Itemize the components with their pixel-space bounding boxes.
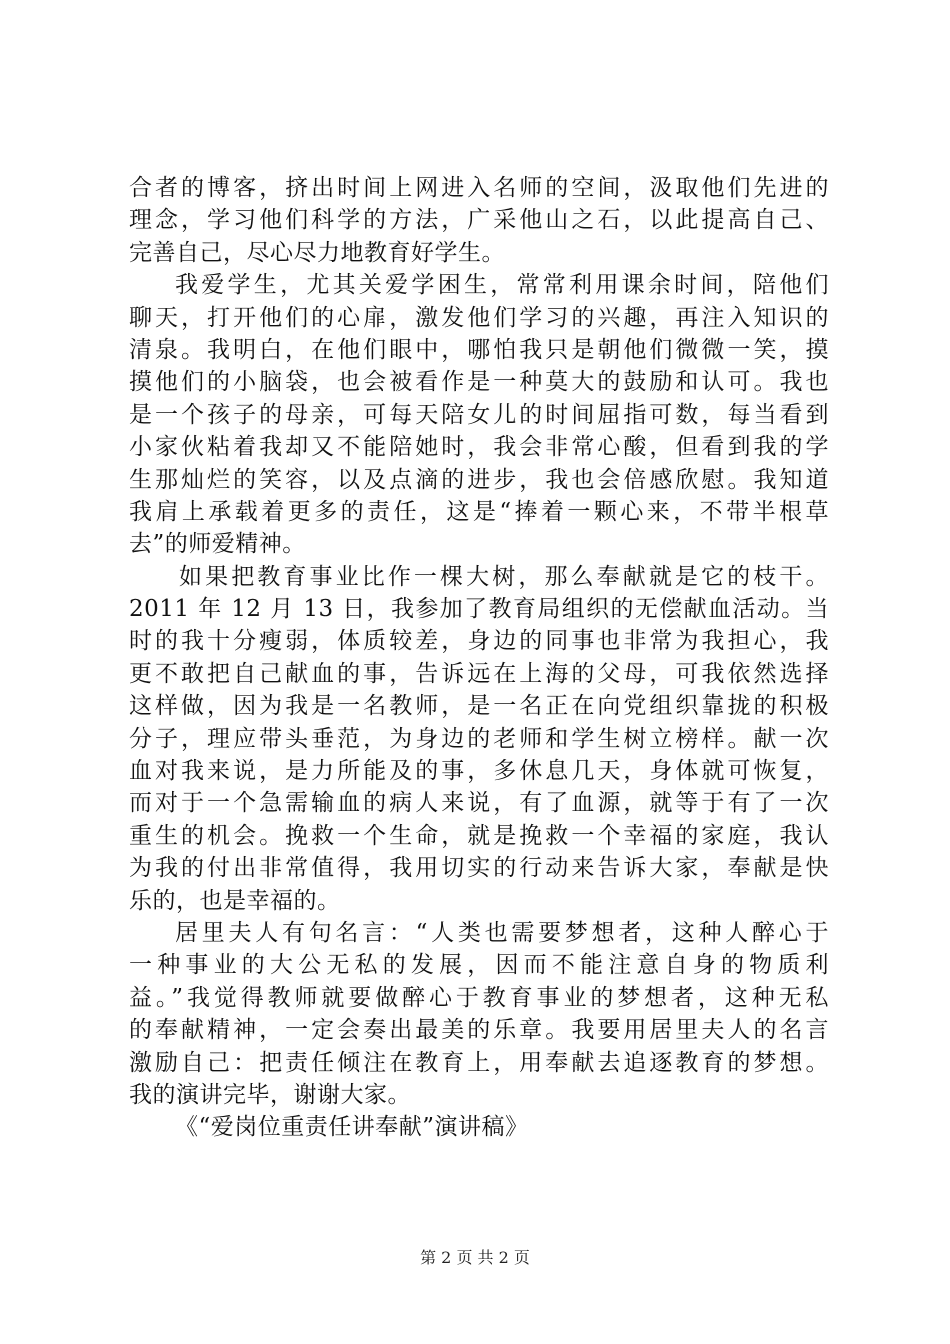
text-line: 更不敢把自己献血的事，告诉远在上海的父母，可我依然选择: [129, 660, 829, 687]
text-line: 时的我十分瘦弱，体质较差，身边的同事也非常为我担心，我: [129, 628, 829, 655]
text-line: 清泉。我明白，在他们眼中，哪怕我只是朝他们微微一笑，摸: [129, 336, 829, 363]
text-line: 血对我来说，是力所能及的事，多休息几天，身体就可恢复，: [129, 758, 829, 785]
text-line: 摸他们的小脑袋，也会被看作是一种莫大的鼓励和认可。我也: [129, 369, 829, 396]
text-line: 乐的，也是幸福的。: [129, 887, 341, 914]
text-line: 合者的博客，挤出时间上网进入名师的空间，汲取他们先进的: [129, 175, 829, 201]
text-line: 理念，学习他们科学的方法，广采他山之石，以此提高自己、: [129, 207, 829, 234]
text-line: 激励自己：把责任倾注在教育上，用奉献去追逐教育的梦想。: [129, 1049, 829, 1076]
text-line: 如果把教育事业比作一棵大树，那么奉献就是它的枝干。: [179, 563, 829, 590]
text-line: 生那灿烂的笑容，以及点滴的进步，我也会倍感欣慰。我知道: [129, 466, 829, 493]
text-line: 重生的机会。挽救一个生命，就是挽救一个幸福的家庭，我认: [129, 822, 829, 849]
text-line: 的奉献精神，一定会奏出最美的乐章。我要用居里夫人的名言: [129, 1017, 829, 1044]
text-line: 这样做，因为我是一名教师，是一名正在向党组织靠拢的积极: [129, 693, 829, 720]
text-line: 益。”我觉得教师就要做醉心于教育事业的梦想者，这种无私: [129, 984, 829, 1011]
text-line: 2011 年 12 月 13 日，我参加了教育局组织的无偿献血活动。当: [129, 596, 829, 623]
text-line: 完善自己，尽心尽力地教育好学生。: [129, 239, 505, 266]
text-line: 为我的付出非常值得，我用切实的行动来告诉大家，奉献是快: [129, 855, 829, 882]
text-line: 是一个孩子的母亲，可每天陪女儿的时间屈指可数，每当看到: [129, 401, 829, 428]
document-title-caption: 《“爱岗位重责任讲奉献”演讲稿》: [175, 1114, 529, 1141]
text-line: 我的演讲完毕，谢谢大家。: [129, 1081, 411, 1108]
text-line: 我爱学生，尤其关爱学困生，常常利用课余时间，陪他们: [175, 272, 829, 299]
text-line: 而对于一个急需输血的病人来说，有了血源，就等于有了一次: [129, 790, 829, 817]
page-number-footer: 第 2 页 共 2 页: [420, 1248, 530, 1267]
text-line: 我肩上承载着更多的责任，这是“捧着一颗心来，不带半根草: [129, 498, 829, 525]
text-line: 分子，理应带头垂范，为身边的老师和学生树立榜样。献一次: [129, 725, 829, 752]
text-line: 去”的师爱精神。: [129, 531, 306, 558]
text-line: 居里夫人有句名言：“人类也需要梦想者，这种人醉心于: [175, 919, 829, 946]
document-body: [129, 172, 829, 1144]
text-line: 小家伙粘着我却又不能陪她时，我会非常心酸，但看到我的学: [129, 434, 829, 461]
text-line: 聊天，打开他们的心扉，激发他们学习的兴趣，再注入知识的: [129, 304, 829, 331]
text-line: 一种事业的大公无私的发展，因而不能注意自身的物质利: [129, 952, 829, 979]
